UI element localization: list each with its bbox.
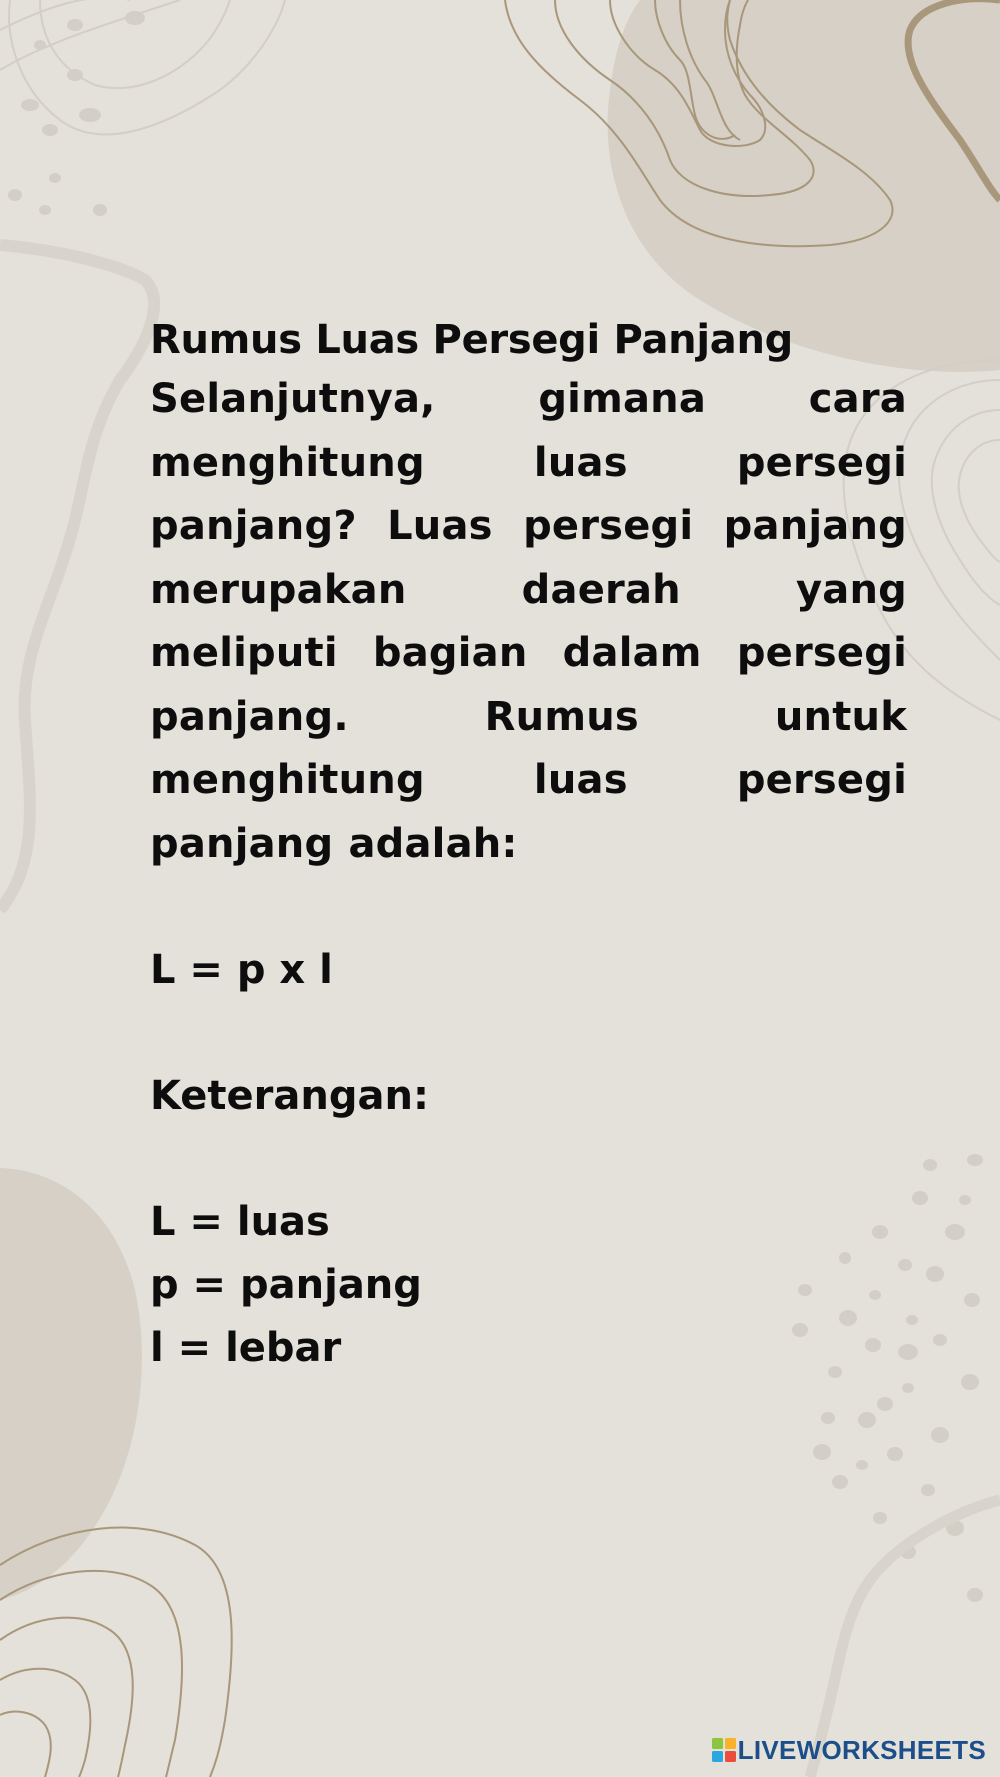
page-title: Rumus Luas Persegi Panjang	[150, 317, 793, 363]
spacer	[150, 1002, 907, 1065]
brand-name: LIVEWORKSHEETS	[737, 1734, 986, 1765]
spacer	[150, 1128, 907, 1191]
formula: L = p x l	[150, 947, 333, 993]
spacer	[150, 876, 907, 939]
legend-item-panjang: p = panjang	[150, 1262, 422, 1308]
lesson-content	[150, 312, 907, 1380]
legend-item-luas: L = luas	[150, 1199, 330, 1245]
liveworksheets-logo-icon	[712, 1738, 736, 1762]
liveworksheets-brand[interactable]	[712, 1735, 986, 1765]
explanation-paragraph: Selanjutnya, gimana cara menghitung luas persegi panjang? Luas persegi panjang merupakan daerah yang meliputi bagian dalam persegi panjang. Rumus untuk menghitung luas persegi panjang adalah:	[150, 376, 907, 867]
legend-item-lebar: l = lebar	[150, 1325, 342, 1371]
legend-heading: Keterangan:	[150, 1073, 429, 1119]
